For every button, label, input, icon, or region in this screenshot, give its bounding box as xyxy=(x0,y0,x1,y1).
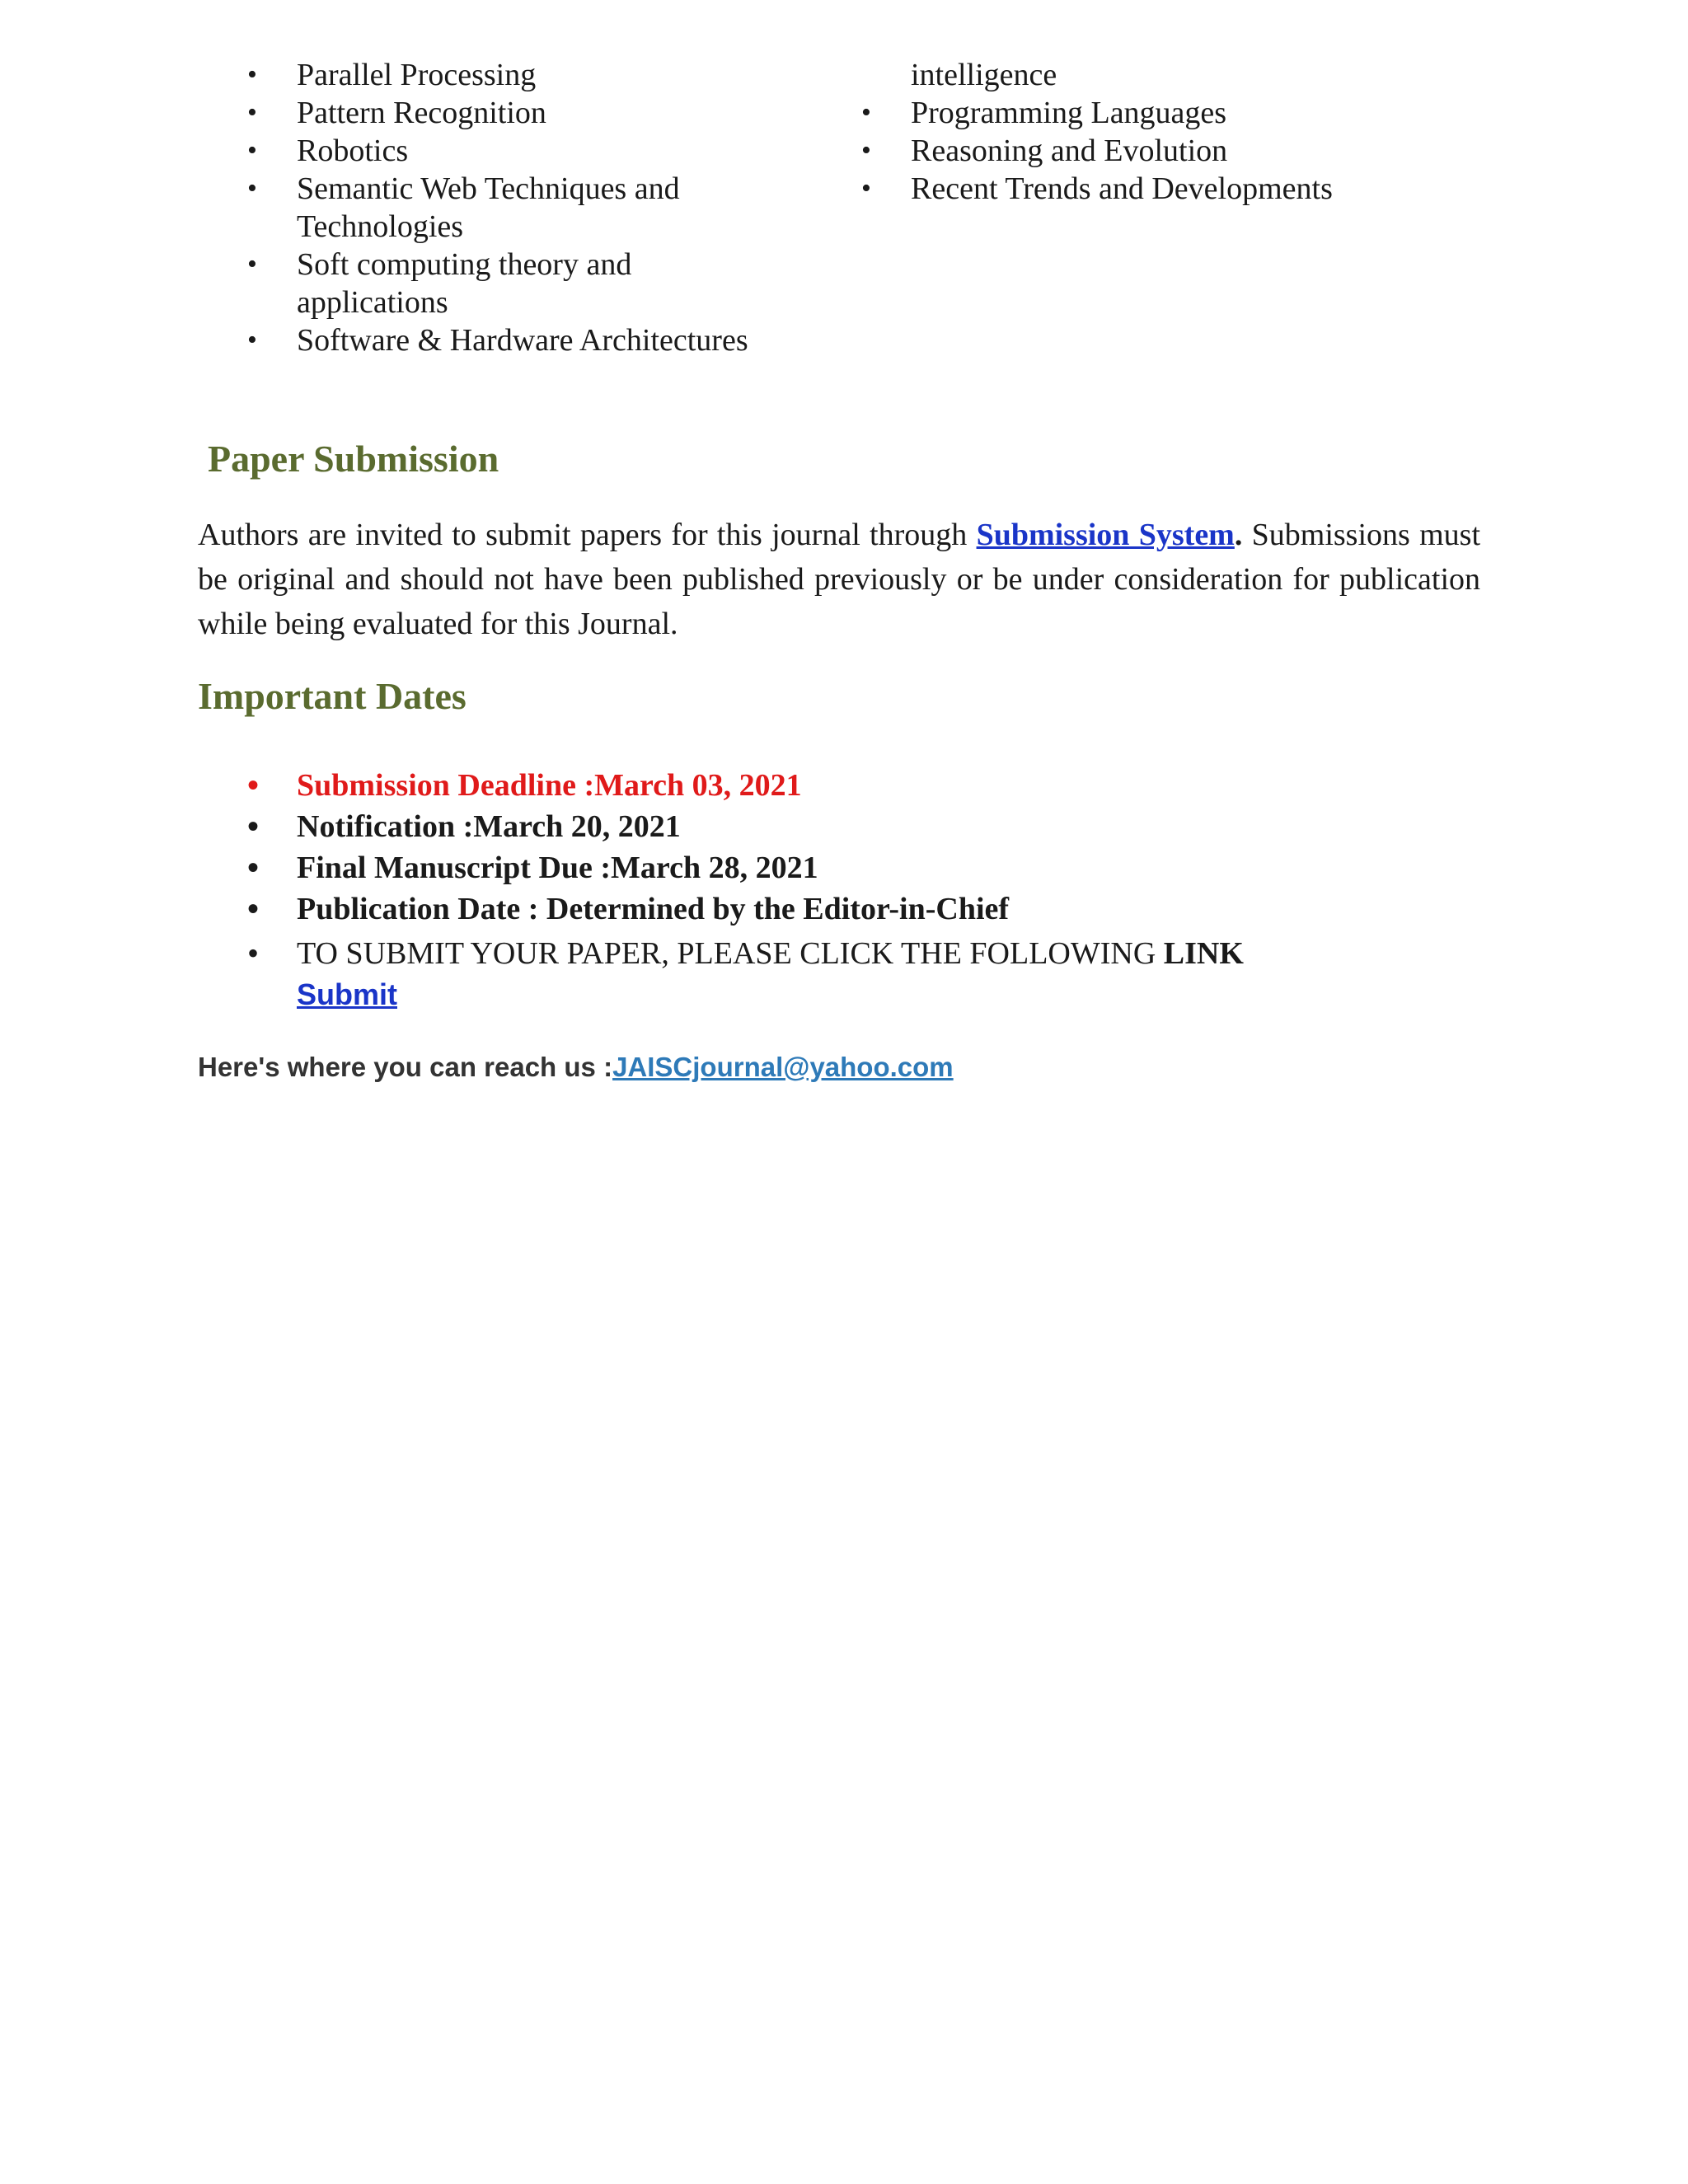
topics-list-right xyxy=(812,56,1471,208)
notification-item: • Notification :March 20, 2021 xyxy=(198,806,1484,847)
submit-instruction-text: TO SUBMIT YOUR PAPER, PLEASE CLICK THE FOLLOWING xyxy=(297,936,1164,971)
topic-left-item: • Robotics xyxy=(198,132,824,170)
important-dates-heading: Important Dates xyxy=(198,675,467,717)
submission-deadline-item: • Submission Deadline :March 03, 2021 xyxy=(198,765,1484,806)
topic-left-item: • Software & Hardware Architectures xyxy=(198,321,824,359)
important-dates-list xyxy=(198,765,1484,1015)
topic-right-item: • Recent Trends and Developments xyxy=(812,170,1471,208)
paper-submission-heading: Paper Submission xyxy=(208,438,499,480)
submit-link[interactable]: Submit xyxy=(297,977,397,1011)
submission-paragraph xyxy=(198,513,1480,646)
topic-left-item: applications xyxy=(297,285,448,320)
topic-left-item: • Pattern Recognition xyxy=(198,94,824,132)
contact-line xyxy=(198,1052,954,1083)
topic-right-item: intelligence xyxy=(911,58,1057,92)
topic-right-item: • Programming Languages xyxy=(812,94,1471,132)
submission-system-link[interactable]: Submission System xyxy=(976,518,1235,552)
topic-left-item: • Semantic Web Techniques and xyxy=(198,170,824,208)
publication-date-item: • Publication Date : Determined by the Editor-in-Chief xyxy=(198,888,1484,930)
final-manuscript-item: • Final Manuscript Due :March 28, 2021 xyxy=(198,847,1484,888)
topic-left-item: Technologies xyxy=(297,209,464,244)
submit-link-word: LINK xyxy=(1163,936,1244,971)
topic-left-item: • Parallel Processing xyxy=(198,56,824,94)
submit-instruction-item xyxy=(198,933,1484,1015)
contact-label: Here's where you can reach us : xyxy=(198,1052,613,1082)
submission-text-after: Submissions must be original and should not have been published previously or be under consideration for publication while being evaluated for this Journal. xyxy=(198,518,1481,641)
contact-email-link[interactable]: JAISCjournal@yahoo.com xyxy=(612,1052,954,1082)
topics-list-left xyxy=(198,56,824,359)
topic-right-item: • Reasoning and Evolution xyxy=(812,132,1471,170)
topic-left-item: • Soft computing theory and xyxy=(198,246,824,284)
submission-link-suffix: . xyxy=(1234,518,1243,552)
submission-text-before: Authors are invited to submit papers for this journal through xyxy=(198,518,977,552)
